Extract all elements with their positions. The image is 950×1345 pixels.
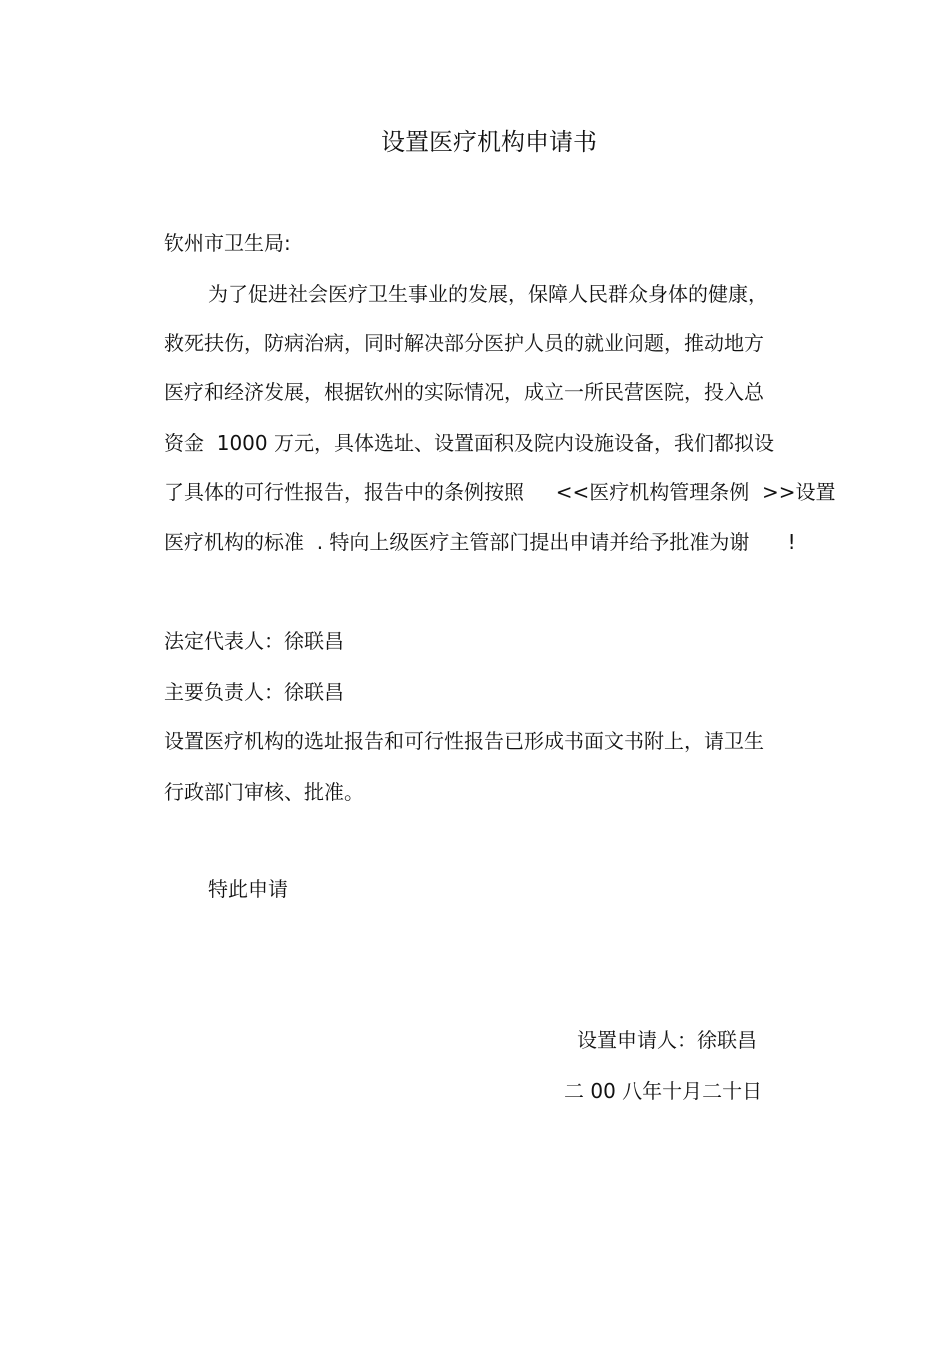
body-line-3: 医疗和经济发展，根据钦州的实际情况，成立一所民营医院，投入总 xyxy=(164,380,764,404)
note-line-1: 设置医疗机构的选址报告和可行性报告已形成书面文书附上，请卫生 xyxy=(164,729,764,753)
document-title: 设置医疗机构申请书 xyxy=(381,128,597,156)
body-line-5: 了具体的可行性报告，报告中的条例按照 <<医疗机构管理条例 >>设置 xyxy=(164,480,836,504)
principal-person: 主要负责人：徐联昌 xyxy=(164,680,344,704)
applicant-signature: 设置申请人：徐联昌 xyxy=(577,1028,757,1052)
body-line-2: 救死扶伤，防病治病，同时解决部分医护人员的就业问题，推动地方 xyxy=(164,331,764,355)
body-line-6: 医疗机构的标准 . 特向上级医疗主管部门提出申请并给予批准为谢 ! xyxy=(164,530,796,554)
legal-representative: 法定代表人：徐联昌 xyxy=(164,629,344,653)
body-line-1: 为了促进社会医疗卫生事业的发展，保障人民群众身体的健康， xyxy=(208,282,768,306)
closing-phrase: 特此申请 xyxy=(208,877,288,901)
note-line-2: 行政部门审核、批准。 xyxy=(164,780,364,804)
body-line-4: 资金 1000 万元，具体选址、设置面积及院内设施设备，我们都拟设 xyxy=(164,431,774,455)
application-date: 二 00 八年十月二十日 xyxy=(564,1079,763,1103)
salutation: 钦州市卫生局: xyxy=(164,231,291,255)
